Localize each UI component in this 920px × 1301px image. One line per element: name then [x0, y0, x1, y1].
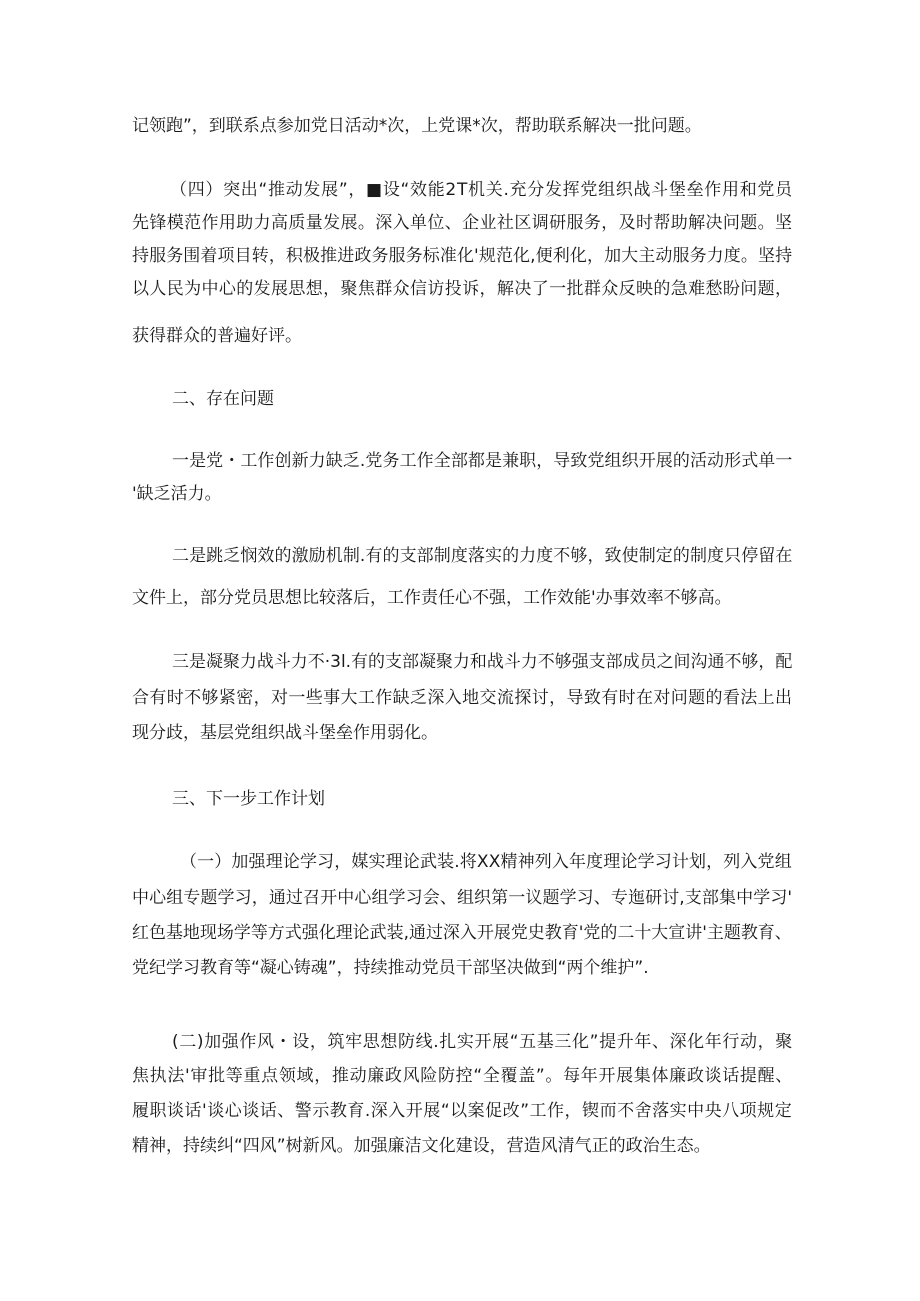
- text-line: 文件上，部分党员思想比较落后，工作责任心不强，工作效能'办事效率不够高。: [132, 588, 732, 608]
- text-line: 焦执法'审批等重点领域，推动廉政风险防控“全覆盖”。每年开展集体廉政谈话提醒、: [132, 1066, 793, 1086]
- text-line: 现分歧，基层党组织战斗堡垒作用弱化。: [132, 723, 438, 743]
- text-line: 中心组专题学习，通过召开中心组学习会、组织第一议题学习、专迤研讨,支部集中学习': [132, 888, 793, 908]
- text-line: 红色基地现场学等方式强化理论武装,通过深入开展党史教育'党的二十大宣讲'主题教育、: [132, 923, 792, 943]
- text-line: 履职谈话'谈心谈话、警示教育.深入开展“以案促改”工作，锲而不舍落实中央八项规定: [132, 1101, 793, 1121]
- text-line: （四）突出“推动发展”，■设“效能2T机关.充分发挥党组织战斗堡垒作用和党员: [170, 180, 793, 200]
- text-line: 合有时不够紧密，对一些事大工作缺乏深入地交流探讨，导致有时在对问题的看法上出: [132, 688, 793, 708]
- section-heading-next-plan: 三、下一步工作计划: [172, 789, 325, 809]
- text-line: 一是党・工作创新力缺乏.党务工作全部都是兼职，导致党组织开展的活动形式单一: [172, 451, 793, 471]
- text-line: 三是凝聚力战斗力不·3l.有的支部凝聚力和战斗力不够强支部成员之间沟通不够，配: [172, 652, 793, 672]
- text-line: 精神，持续纠“四风”树新风。加强廉洁文化建设，营造风清气正的政治生态。: [132, 1136, 711, 1156]
- text-line: 党纪学习教育等“凝心铸魂”，持续推动党员干部坚决做到“两个维护”.: [132, 958, 649, 978]
- text-line: 二是跳乏悯效的激励机制.有的支部制度落实的力度不够，致使制定的制度只停留在: [172, 546, 793, 566]
- text-line: 以人民为中心的发展思想，聚焦群众信访投诉，解决了一批群众反映的急难愁盼问题，: [132, 279, 793, 299]
- text-line: 获得群众的普遍好评。: [132, 326, 302, 346]
- section-heading-problems: 二、存在问题: [172, 389, 274, 409]
- text-line: 持服务围着项目转，积极推进政务服务标准化'规范化,便利化，加大主动服务力度。坚持: [132, 246, 793, 266]
- text-line: (二)加强作风・设，筑牢思想防线.扎实开展“五基三化”提升年、深化年行动，聚: [172, 1032, 793, 1052]
- text-line: 先锋模范作用助力高质量发展。深入单位、企业社区调研服务，及时帮助解决问题。坚: [132, 213, 793, 233]
- text-line: '缺乏活力。: [132, 484, 222, 504]
- text-line: 记领跑”，到联系点参加党日活动*次，上党课*次，帮助联系解决一批问题。: [132, 116, 702, 136]
- text-line: （一）加强理论学习，媒实理论武装.将XX精神列入年度理论学习计划，列入党组: [180, 852, 792, 872]
